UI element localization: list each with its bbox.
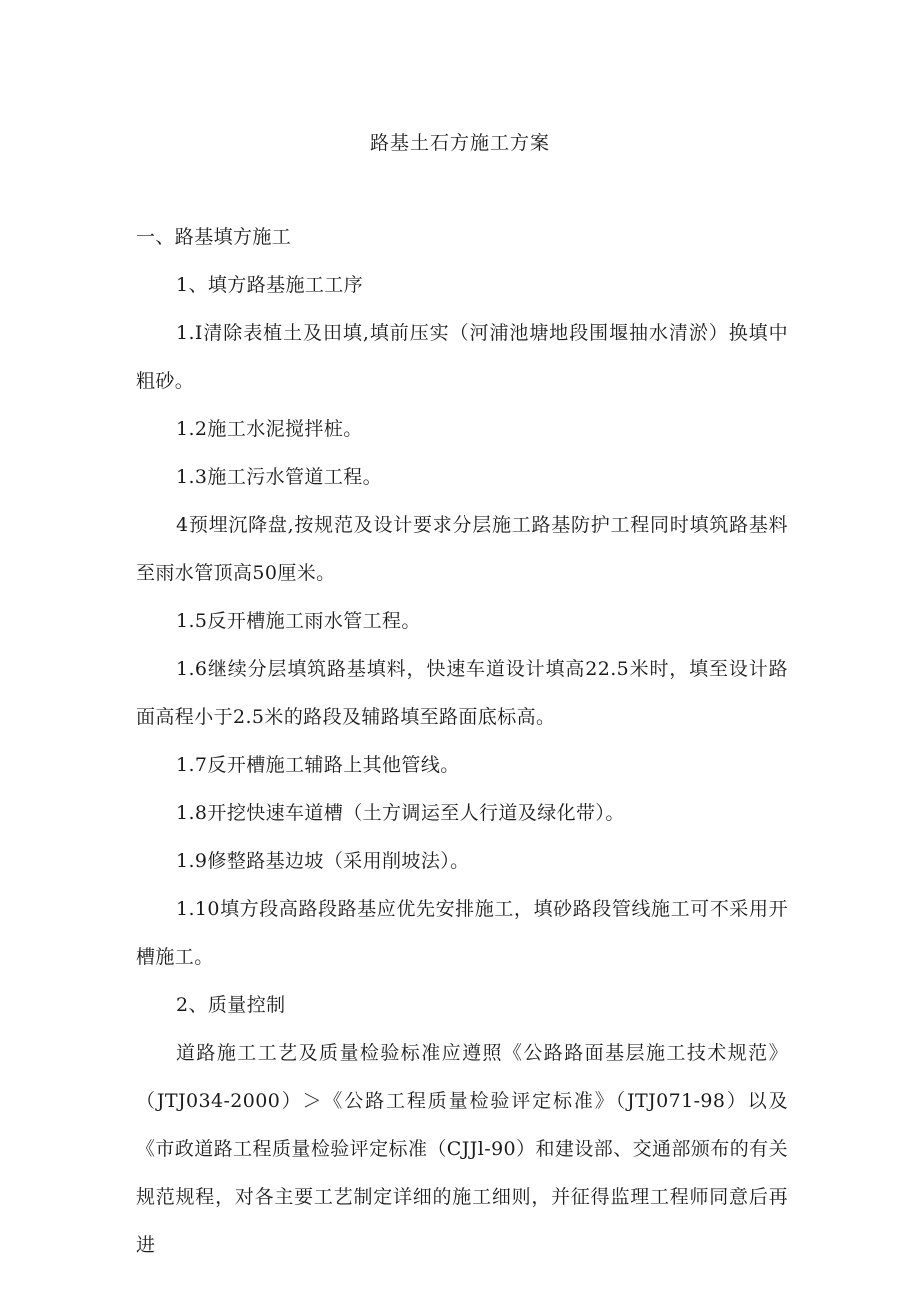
step-paragraph: 1.7反开槽施工辅路上其他管线。 bbox=[176, 754, 460, 776]
page-title: 路基土石方施工方案 bbox=[369, 132, 550, 154]
step-paragraph: 1.8开挖快速车道槽（土方调运至人行道及绿化带）。 bbox=[176, 802, 625, 824]
quality-paragraph: 道路施工工艺及质量检验标准应遵照《公路路面基层施工技术规范》（JTJ034-2000）＞《公路工程质量检验评定标准》（JTJ071-98）以及《市政道路工程质量检验评定标准（CJJl-90）和建设部、交通部颁布的有关规范规程，对各主要工艺制定详细的施工细则，并征得监理工程师同意后再进 bbox=[136, 1042, 788, 1256]
step-paragraph: 1.5反开槽施工雨水管工程。 bbox=[176, 610, 421, 632]
subsection-heading: 2、质量控制 bbox=[176, 994, 286, 1016]
step-paragraph: 1.9修整路基边坡（采用削坡法）。 bbox=[176, 850, 470, 872]
section-heading: 一、路基填方施工 bbox=[136, 226, 292, 248]
subsection-heading: 1、填方路基施工工序 bbox=[176, 274, 364, 296]
step-paragraph: 1.10填方段高路段路基应优先安排施工，填砂路段管线施工可不采用开槽施工。 bbox=[136, 898, 788, 968]
step-paragraph: 1.3施工污水管道工程。 bbox=[176, 466, 383, 488]
step-paragraph: 1.I清除表植土及田填,填前压实（河浦池塘地段围堰抽水清淤）换填中粗砂。 bbox=[136, 322, 788, 392]
step-paragraph: 1.6继续分层填筑路基填料，快速车道设计填高22.5米时，填至设计路面高程小于2.5米的路段及辅路填至路面底标高。 bbox=[136, 658, 788, 728]
step-paragraph: 1.2施工水泥搅拌桩。 bbox=[176, 418, 363, 440]
step-paragraph: 4预埋沉降盘,按规范及设计要求分层施工路基防护工程同时填筑路基料至雨水管顶高50厘米。 bbox=[136, 514, 788, 584]
